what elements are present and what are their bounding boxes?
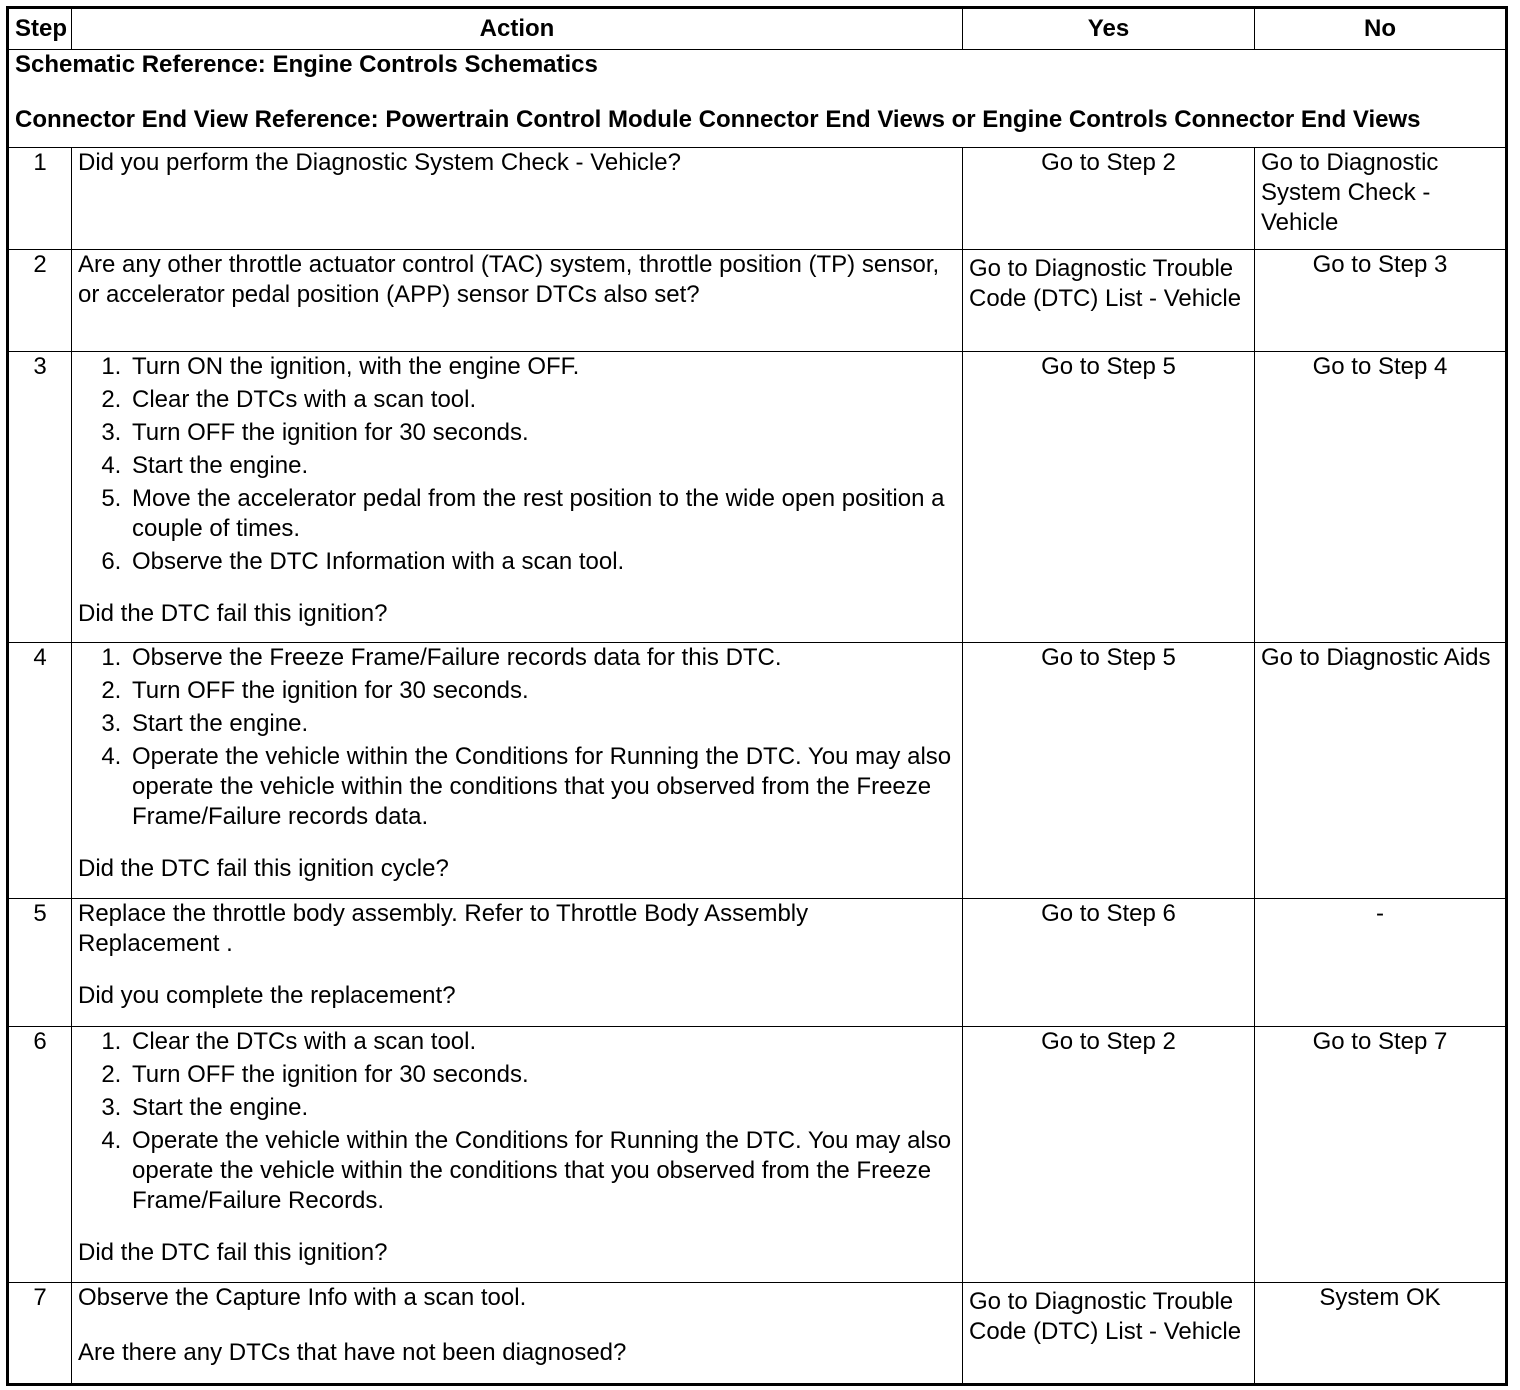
table-row xyxy=(8,1027,1507,1283)
action-text: Observe the Capture Info with a scan tool. xyxy=(78,1284,527,1311)
procedure-list xyxy=(78,1027,956,1216)
question-text: Did the DTC fail this ignition cycle? xyxy=(78,855,449,882)
action-cell xyxy=(72,250,963,352)
list-item: 1. Clear the DTCs with a scan tool. xyxy=(128,1027,956,1057)
list-item: 4. Operate the vehicle within the Conditions for Running the DTC. You may also operate the vehicle within the conditions that you observed from the Freeze Frame/Failure records data. xyxy=(128,742,956,832)
procedure-list xyxy=(78,352,956,577)
step-number: 7 xyxy=(8,1283,72,1385)
list-item: 2. Clear the DTCs with a scan tool. xyxy=(128,385,956,415)
connector-reference: Connector End View Reference: Powertrain Control Module Connector End Views or Engine Controls Connector End Views xyxy=(15,106,1421,133)
step-number: 3 xyxy=(8,352,72,643)
table-row xyxy=(8,643,1507,899)
table-row xyxy=(8,352,1507,643)
procedure-list xyxy=(78,643,956,832)
list-item: 2. Turn OFF the ignition for 30 seconds. xyxy=(128,676,956,706)
action-cell xyxy=(72,352,963,643)
question-text: Did you complete the replacement? xyxy=(78,982,456,1009)
no-cell: Go to Step 3 xyxy=(1255,250,1507,352)
schematic-reference: Schematic Reference: Engine Controls Schematics xyxy=(15,51,598,78)
diagnostic-table xyxy=(6,6,1508,1386)
yes-cell: Go to Step 5 xyxy=(963,643,1255,899)
reference-cell xyxy=(8,50,1507,148)
question-text: Did the DTC fail this ignition? xyxy=(78,600,388,627)
list-item: 1. Observe the Freeze Frame/Failure records data for this DTC. xyxy=(128,643,956,673)
table-row xyxy=(8,250,1507,352)
question-text: Are there any DTCs that have not been diagnosed? xyxy=(78,1339,627,1366)
list-item: 2. Turn OFF the ignition for 30 seconds. xyxy=(128,1060,956,1090)
yes-cell: Go to Step 6 xyxy=(963,899,1255,1027)
step-number: 2 xyxy=(8,250,72,352)
step-number: 1 xyxy=(8,148,72,250)
list-item: 3. Start the engine. xyxy=(128,1093,956,1123)
action-cell xyxy=(72,899,963,1027)
no-cell: Go to Diagnostic Aids xyxy=(1255,643,1507,899)
list-item: 1. Turn ON the ignition, with the engine OFF. xyxy=(128,352,956,382)
list-item: 3. Turn OFF the ignition for 30 seconds. xyxy=(128,418,956,448)
header-step: Step xyxy=(8,8,72,50)
step-number: 5 xyxy=(8,899,72,1027)
table-row xyxy=(8,148,1507,250)
header-yes: Yes xyxy=(963,8,1255,50)
yes-cell: Go to Diagnostic Trouble Code (DTC) List - Vehicle xyxy=(963,1283,1255,1385)
action-text: Did you perform the Diagnostic System Check - Vehicle? xyxy=(78,149,681,176)
yes-cell: Go to Step 2 xyxy=(963,1027,1255,1283)
header-row xyxy=(8,8,1507,50)
step-number: 4 xyxy=(8,643,72,899)
yes-cell: Go to Diagnostic Trouble Code (DTC) List - Vehicle xyxy=(963,250,1255,352)
list-item: 5. Move the accelerator pedal from the rest position to the wide open position a couple of times. xyxy=(128,484,956,544)
no-cell: Go to Step 4 xyxy=(1255,352,1507,643)
no-cell: System OK xyxy=(1255,1283,1507,1385)
yes-cell: Go to Step 5 xyxy=(963,352,1255,643)
action-cell xyxy=(72,1283,963,1385)
action-cell xyxy=(72,1027,963,1283)
list-item: 4. Start the engine. xyxy=(128,451,956,481)
step-number: 6 xyxy=(8,1027,72,1283)
action-text: Are any other throttle actuator control (TAC) system, throttle position (TP) sensor, or accelerator pedal position (APP) sensor DTCs also set? xyxy=(78,251,940,308)
reference-row xyxy=(8,50,1507,148)
header-no: No xyxy=(1255,8,1507,50)
table-row xyxy=(8,1283,1507,1385)
table-row xyxy=(8,899,1507,1027)
question-text: Did the DTC fail this ignition? xyxy=(78,1239,388,1266)
no-cell: Go to Diagnostic System Check - Vehicle xyxy=(1255,148,1507,250)
action-text: Replace the throttle body assembly. Refer to Throttle Body Assembly Replacement . xyxy=(78,900,809,957)
no-cell: - xyxy=(1255,899,1507,1027)
yes-cell: Go to Step 2 xyxy=(963,148,1255,250)
reference-spacer xyxy=(15,80,1499,105)
list-item: 6. Observe the DTC Information with a scan tool. xyxy=(128,547,956,577)
header-action: Action xyxy=(72,8,963,50)
action-cell xyxy=(72,148,963,250)
action-cell xyxy=(72,643,963,899)
list-item: 3. Start the engine. xyxy=(128,709,956,739)
no-cell: Go to Step 7 xyxy=(1255,1027,1507,1283)
list-item: 4. Operate the vehicle within the Conditions for Running the DTC. You may also operate the vehicle within the conditions that you observed from the Freeze Frame/Failure Records. xyxy=(128,1126,956,1216)
